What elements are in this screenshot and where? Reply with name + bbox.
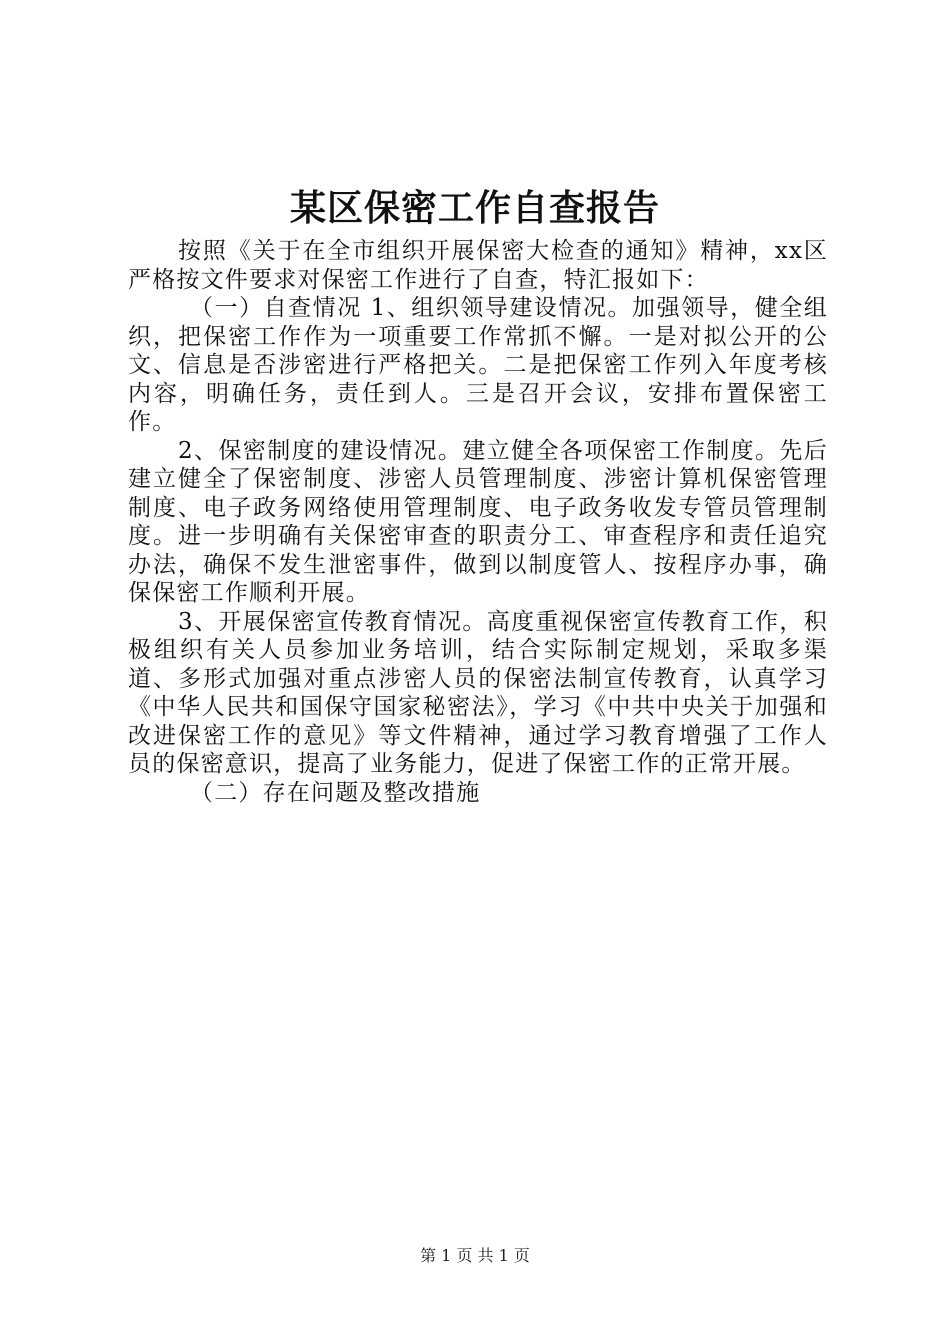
section-one-paragraph: （一）自查情况 1、组织领导建设情况。加强领导，健全组织，把保密工作作为一项重要工作常抓不懈。一是对拟公开的公文、信息是否涉密进行严格把关。二是把保密工作列入年度考核内容，明确任务，责任到人。三是召开会议，安排布置保密工作。 [128,295,828,435]
publicity-education-paragraph: 3、开展保密宣传教育情况。高度重视保密宣传教育工作，积极组织有关人员参加业务培训，结合实际制定规划，采取多渠道、多形式加强对重点涉密人员的保密法制宣传教育，认真学习《中华人民共和国保守国家秘密法》，学习《中共中央关于加强和改进保密工作的意见》等文件精神，通过学习教育增强了工作人员的保密意识，提高了业务能力，促进了保密工作的正常开展。 [128,608,828,777]
system-building-paragraph: 2、保密制度的建设情况。建立健全各项保密工作制度。先后建立健全了保密制度、涉密人员管理制度、涉密计算机保密管理制度、电子政务网络使用管理制度、电子政务收发专管员管理制度。进一步明确有关保密审查的职责分工、审查程序和责任追究办法，确保不发生泄密事件，做到以制度管人、按程序办事，确保保密工作顺利开展。 [128,437,828,606]
document-body [128,237,828,807]
intro-paragraph: 按照《关于在全市组织开展保密大检查的通知》精神，xx区严格按文件要求对保密工作进行了自查，特汇报如下： [128,238,828,293]
document-title: 某区保密工作自查报告 [289,187,660,229]
section-two-heading: （二）存在问题及整改措施 [190,779,481,806]
page-footer: 第 1 页 共 1 页 [420,1246,530,1265]
